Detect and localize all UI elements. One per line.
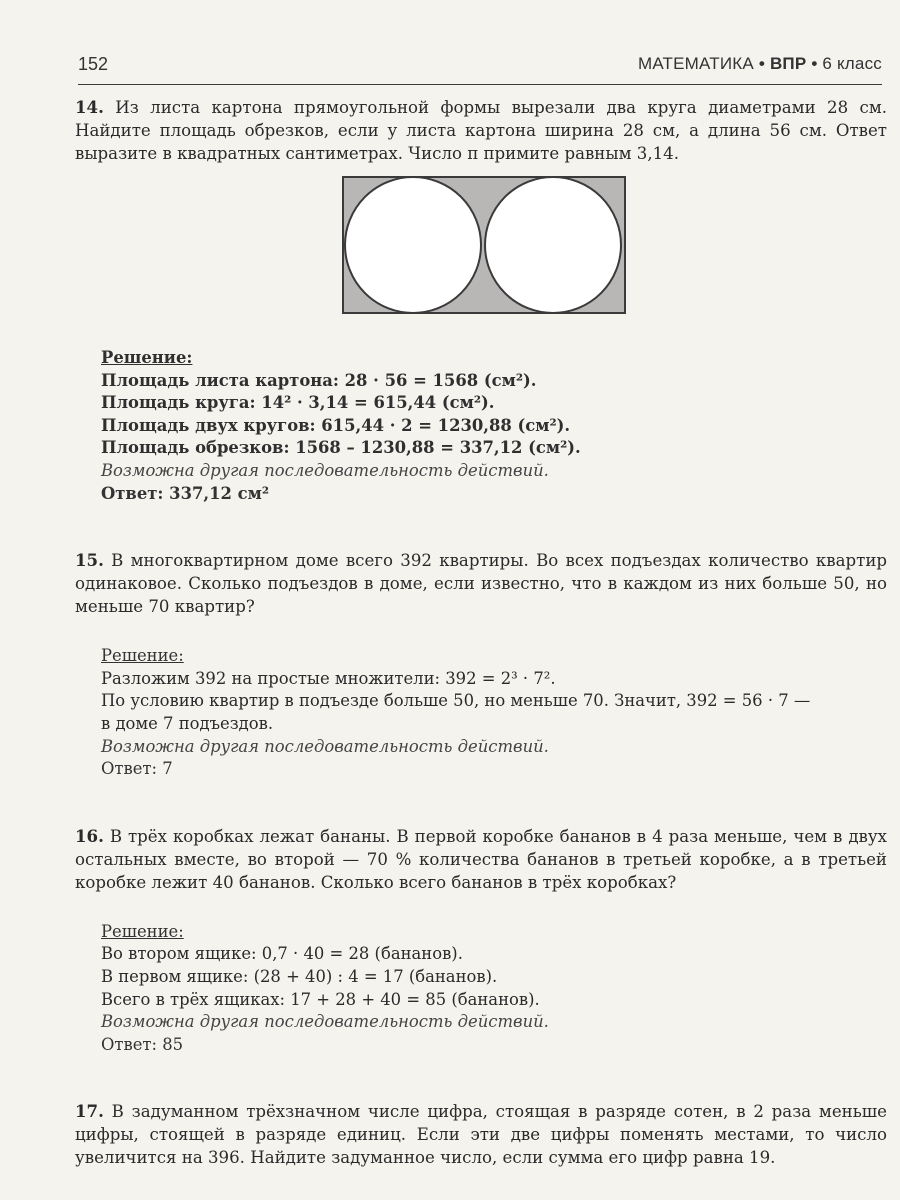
task-text: В задуманном трёхзначном числе цифра, стоящая в разряде сотен, в 2 раза меньше цифры, стоящей в разряде единиц. Если эти две цифры поменять местами, то число увеличится на 396. Найдите задуманное число, если сумма его цифр равна 19.	[75, 1102, 887, 1168]
task-text: В трёх коробках лежат бананы. В первой коробке бананов в 4 раза меньше, чем в двух остальных вместе, во второй — 70 % количества бананов в третьей коробке, а в третьей коробке лежит 40 бананов. Сколько всего бананов в трёх коробках?	[75, 826, 887, 892]
task-text: Из листа картона прямоугольной формы вырезали два круга диаметрами 28 см. Найдите площадь обрезков, если у листа картона ширина 28 см, а длина 56 см. Ответ выразите в квадратных сантиметрах. Число π примите равным 3,14.	[75, 98, 887, 163]
task-15	[75, 549, 887, 618]
solution-answer: Ответ: 337,12 см²	[101, 483, 269, 503]
task-number: 14.	[75, 97, 104, 117]
solution-14	[101, 347, 887, 505]
solution-15	[101, 645, 887, 781]
solution-16	[101, 921, 887, 1057]
grade-label: 6 класс	[822, 54, 882, 73]
bullet-separator-2: •	[811, 54, 818, 73]
solution-line: Всего в трёх ящиках: 17 + 28 + 40 = 85 (бананов).	[101, 989, 540, 1009]
solution-title: Решение:	[101, 921, 184, 941]
solution-line: Площадь листа картона: 28 · 56 = 1568 (см²).	[101, 370, 537, 390]
task-15-statement	[75, 549, 887, 618]
solution-line: Площадь двух кругов: 615,44 · 2 = 1230,88 (см²).	[101, 415, 571, 435]
task-17	[75, 1100, 887, 1169]
bullet-separator: •	[758, 54, 765, 73]
exam-label: ВПР	[769, 54, 807, 73]
page-header	[78, 48, 882, 85]
solution-answer: Ответ: 7	[101, 759, 173, 779]
task-17-statement	[75, 1100, 887, 1169]
task-text: В многоквартирном доме всего 392 квартиры. Во всех подъездах количество квартир одинаковое. Сколько подъездов в доме, если известно, что в каждом из них больше 50, но меньше 70 квартир?	[75, 551, 888, 617]
circle-left	[345, 177, 481, 313]
circle-right	[485, 177, 621, 313]
task-16	[75, 825, 887, 894]
task-number: 15.	[75, 550, 104, 571]
solution-line: Площадь круга: 14² · 3,14 = 615,44 (см²).	[101, 393, 495, 413]
solution-note: Возможна другая последовательность действий.	[101, 736, 549, 756]
solution-line: в доме 7 подъездов.	[101, 713, 274, 733]
task-number: 16.	[75, 825, 104, 846]
solution-note: Возможна другая последовательность действий.	[101, 460, 549, 480]
task-number: 17.	[75, 1101, 104, 1122]
page-content	[75, 96, 887, 1169]
cardboard-diagram	[341, 175, 627, 315]
task-16-statement	[75, 825, 887, 894]
running-head	[638, 54, 882, 74]
solution-line: В первом ящике: (28 + 40) : 4 = 17 (бананов).	[101, 966, 498, 986]
solution-title: Решение:	[101, 348, 193, 367]
solution-line: Разложим 392 на простые множители: 392 = 2³ · 7².	[101, 668, 556, 688]
task-14-statement	[75, 96, 887, 165]
page-number: 152	[78, 54, 109, 74]
task-14	[75, 96, 887, 165]
solution-line: Площадь обрезков: 1568 – 1230,88 = 337,12 (см²).	[101, 438, 581, 458]
solution-line: Во втором ящике: 0,7 · 40 = 28 (бананов).	[101, 944, 463, 964]
solution-note: Возможна другая последовательность действий.	[101, 1012, 549, 1032]
solution-title: Решение:	[101, 646, 184, 666]
cardboard-figure	[341, 175, 887, 321]
solution-answer: Ответ: 85	[101, 1034, 184, 1054]
subject-label: МАТЕМАТИКА	[637, 54, 754, 73]
solution-line: По условию квартир в подъезде больше 50, но меньше 70. Значит, 392 = 56 · 7 —	[101, 691, 811, 711]
